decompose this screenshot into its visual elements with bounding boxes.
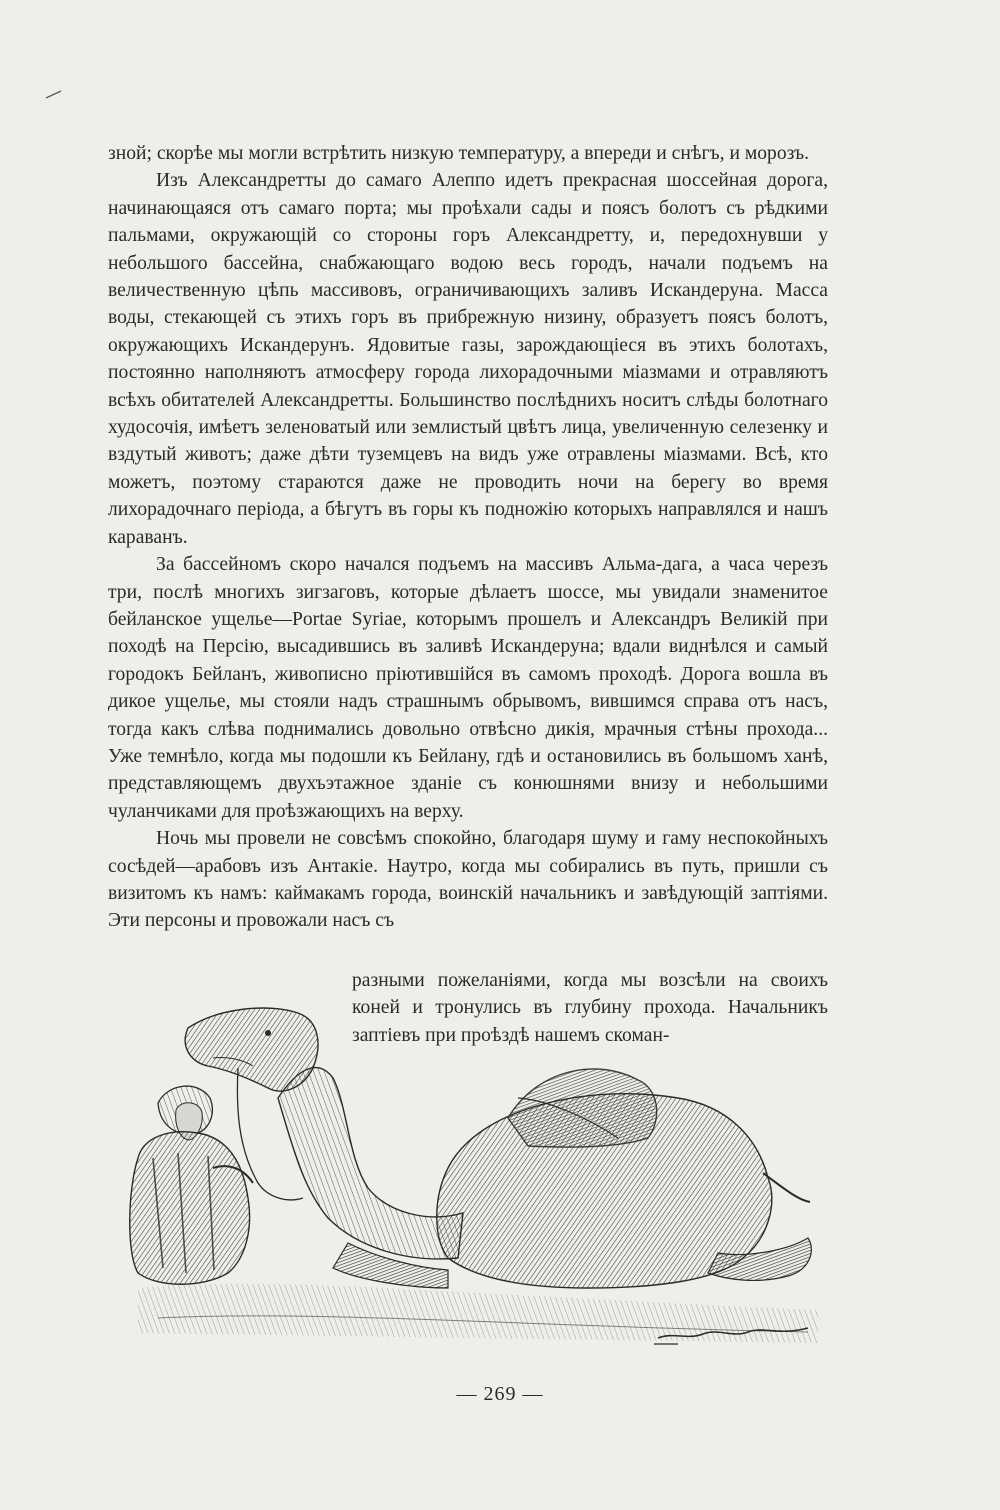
- paragraph-2: Изъ Александретты до самаго Алеппо идетъ прекрасная шоссейная дорога, начинающаяся отъ самаго порта; мы проѣхали сады и поясъ болотъ съ рѣдкими пальмами, окружающій со стороны горъ Александретту, и, передохнувши у небольшого бассейна, снабжающаго водою весь городъ, начали подъемъ на величественную цѣпь массивовъ, ограничивающихъ заливъ Искандеруна. Масса воды, стекающей съ этихъ горъ въ прибрежную низину, образуетъ поясъ болотъ, окружающихъ Искандерунъ. Ядовитые газы, зарождающіеся въ этихъ болотахъ, постоянно наполняютъ атмосферу города лихорадочными міазмами и отравляютъ всѣхъ обитателей Александретты. Большинство послѣднихъ носитъ слѣды болотнаго худосочія, имѣетъ зеленоватый или землистый цвѣтъ лица, увеличенную селезенку и вздутый животъ; даже дѣти туземцевъ на видъ уже отравлены міазмами. Всѣ, кто можетъ, поэтому стараются даже не проводить ночи на берегу во время лихорадочнаго періода, а бѣгутъ въ горы къ подножію которыхъ направлялся и нашъ караванъ.: [108, 170, 828, 548]
- camel-illustration: [118, 988, 830, 1368]
- page-number: — 269 —: [456, 1383, 544, 1405]
- paragraph-3: За бассейномъ скоро начался подъемъ на массивъ Альма-дага, а часа черезъ три, послѣ многихъ зигзаговъ, которые дѣлаетъ шоссе, мы увидали знаменитое бейланское ущелье—Portae Syriae, которымъ прошелъ и Александръ Великій при походѣ на Персію, высадившись въ заливѣ Искандеруна; вдали виднѣлся и самый городокъ Бейланъ, живописно пріютившійся въ самомъ проходѣ. Дорога вошла въ дикое ущелье, мы стояли надъ страшнымъ обрывомъ, вившимся справа отъ насъ, тогда какъ слѣва поднимались довольно отвѣсно дикія, мрачныя стѣны прохода... Уже темнѣло, когда мы подошли къ Бейлану, гдѣ и остановились въ большомъ ханѣ, представляющемъ двухъэтажное зданіе съ конюшнями внизу и небольшими чуланчиками для проѣзжающихъ на верху.: [108, 554, 828, 822]
- paragraph-1: зной; скорѣе мы могли встрѣтить низкую температуру, а впереди и снѣгъ, и морозъ.: [108, 143, 810, 164]
- camel-neck: [278, 1068, 463, 1259]
- stray-mark: [44, 88, 64, 100]
- man-robe: [130, 1132, 250, 1285]
- paragraph-4: Ночь мы провели не совсѣмъ спокойно, благодаря шуму и гаму неспокойныхъ сосѣдей—арабовъ изъ Антакіе. Наутро, когда мы собирались въ путь, пришли съ визитомъ къ намъ: каймакамъ города, воинскій начальникъ и завѣдующій заптіями. Эти персоны и провожали насъ съ: [108, 828, 828, 932]
- camel-saddle: [508, 1069, 657, 1147]
- main-text-column: [108, 140, 828, 935]
- paragraph-4-continuation: разными пожеланіями, когда мы возсѣли на своихъ коней и тронулись въ глубину прохода. Начальникъ заптіевъ при проѣздѣ нашемъ скоман-: [352, 970, 828, 1046]
- ground-shading: [138, 1284, 818, 1343]
- camel-head: [185, 1008, 318, 1091]
